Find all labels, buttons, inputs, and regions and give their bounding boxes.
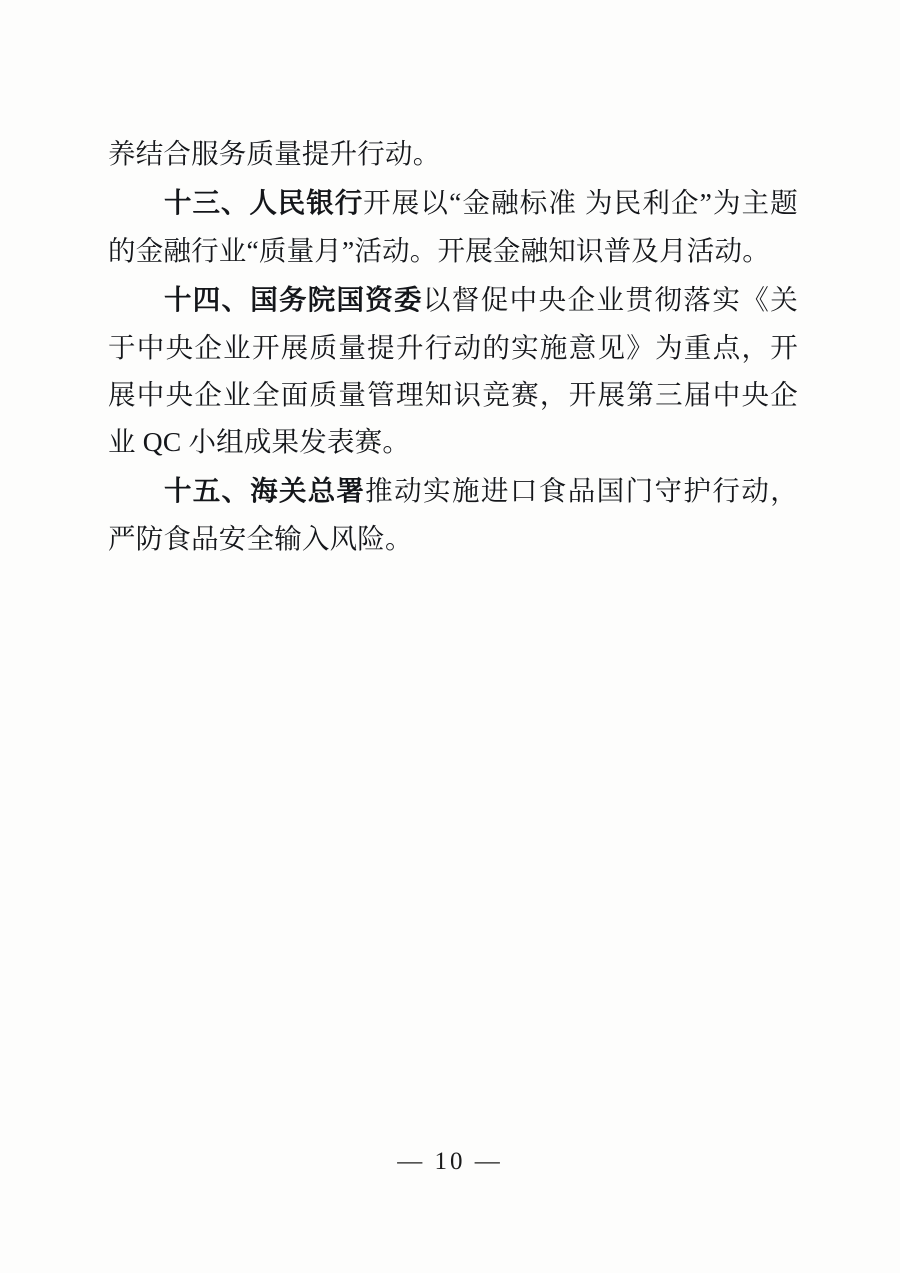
paragraph-text: 养结合服务质量提升行动。 bbox=[108, 138, 441, 169]
paragraph-item-15 bbox=[108, 467, 798, 562]
paragraph-continued bbox=[108, 130, 798, 177]
paragraph-item-14 bbox=[108, 276, 798, 465]
paragraph-lead-14: 十四、国务院国资委 bbox=[164, 284, 423, 316]
paragraph-text-15: 推动实施进口食品国门守护行动，严防食品安全输入风险。 bbox=[108, 475, 799, 554]
paragraph-lead-15: 十五、海关总署 bbox=[164, 475, 366, 507]
paragraph-text-14: 以督促中央企业贯彻落实《关于中央企业开展质量提升行动的实施意见》为重点，开展中央企业全面质量管理知识竞赛，开展第三届中央企业 QC 小组成果发表赛。 bbox=[108, 284, 798, 457]
document-body bbox=[108, 130, 798, 564]
page-footer bbox=[0, 1148, 900, 1176]
paragraph-item-13 bbox=[108, 179, 798, 274]
page-number: — 10 — bbox=[397, 1148, 503, 1175]
paragraph-lead-13: 十三、人民银行 bbox=[164, 187, 364, 219]
paragraph-text-13: 开展以“金融标准 为民利企”为主题的金融行业“质量月”活动。开展金融知识普及月活动。 bbox=[108, 187, 798, 266]
